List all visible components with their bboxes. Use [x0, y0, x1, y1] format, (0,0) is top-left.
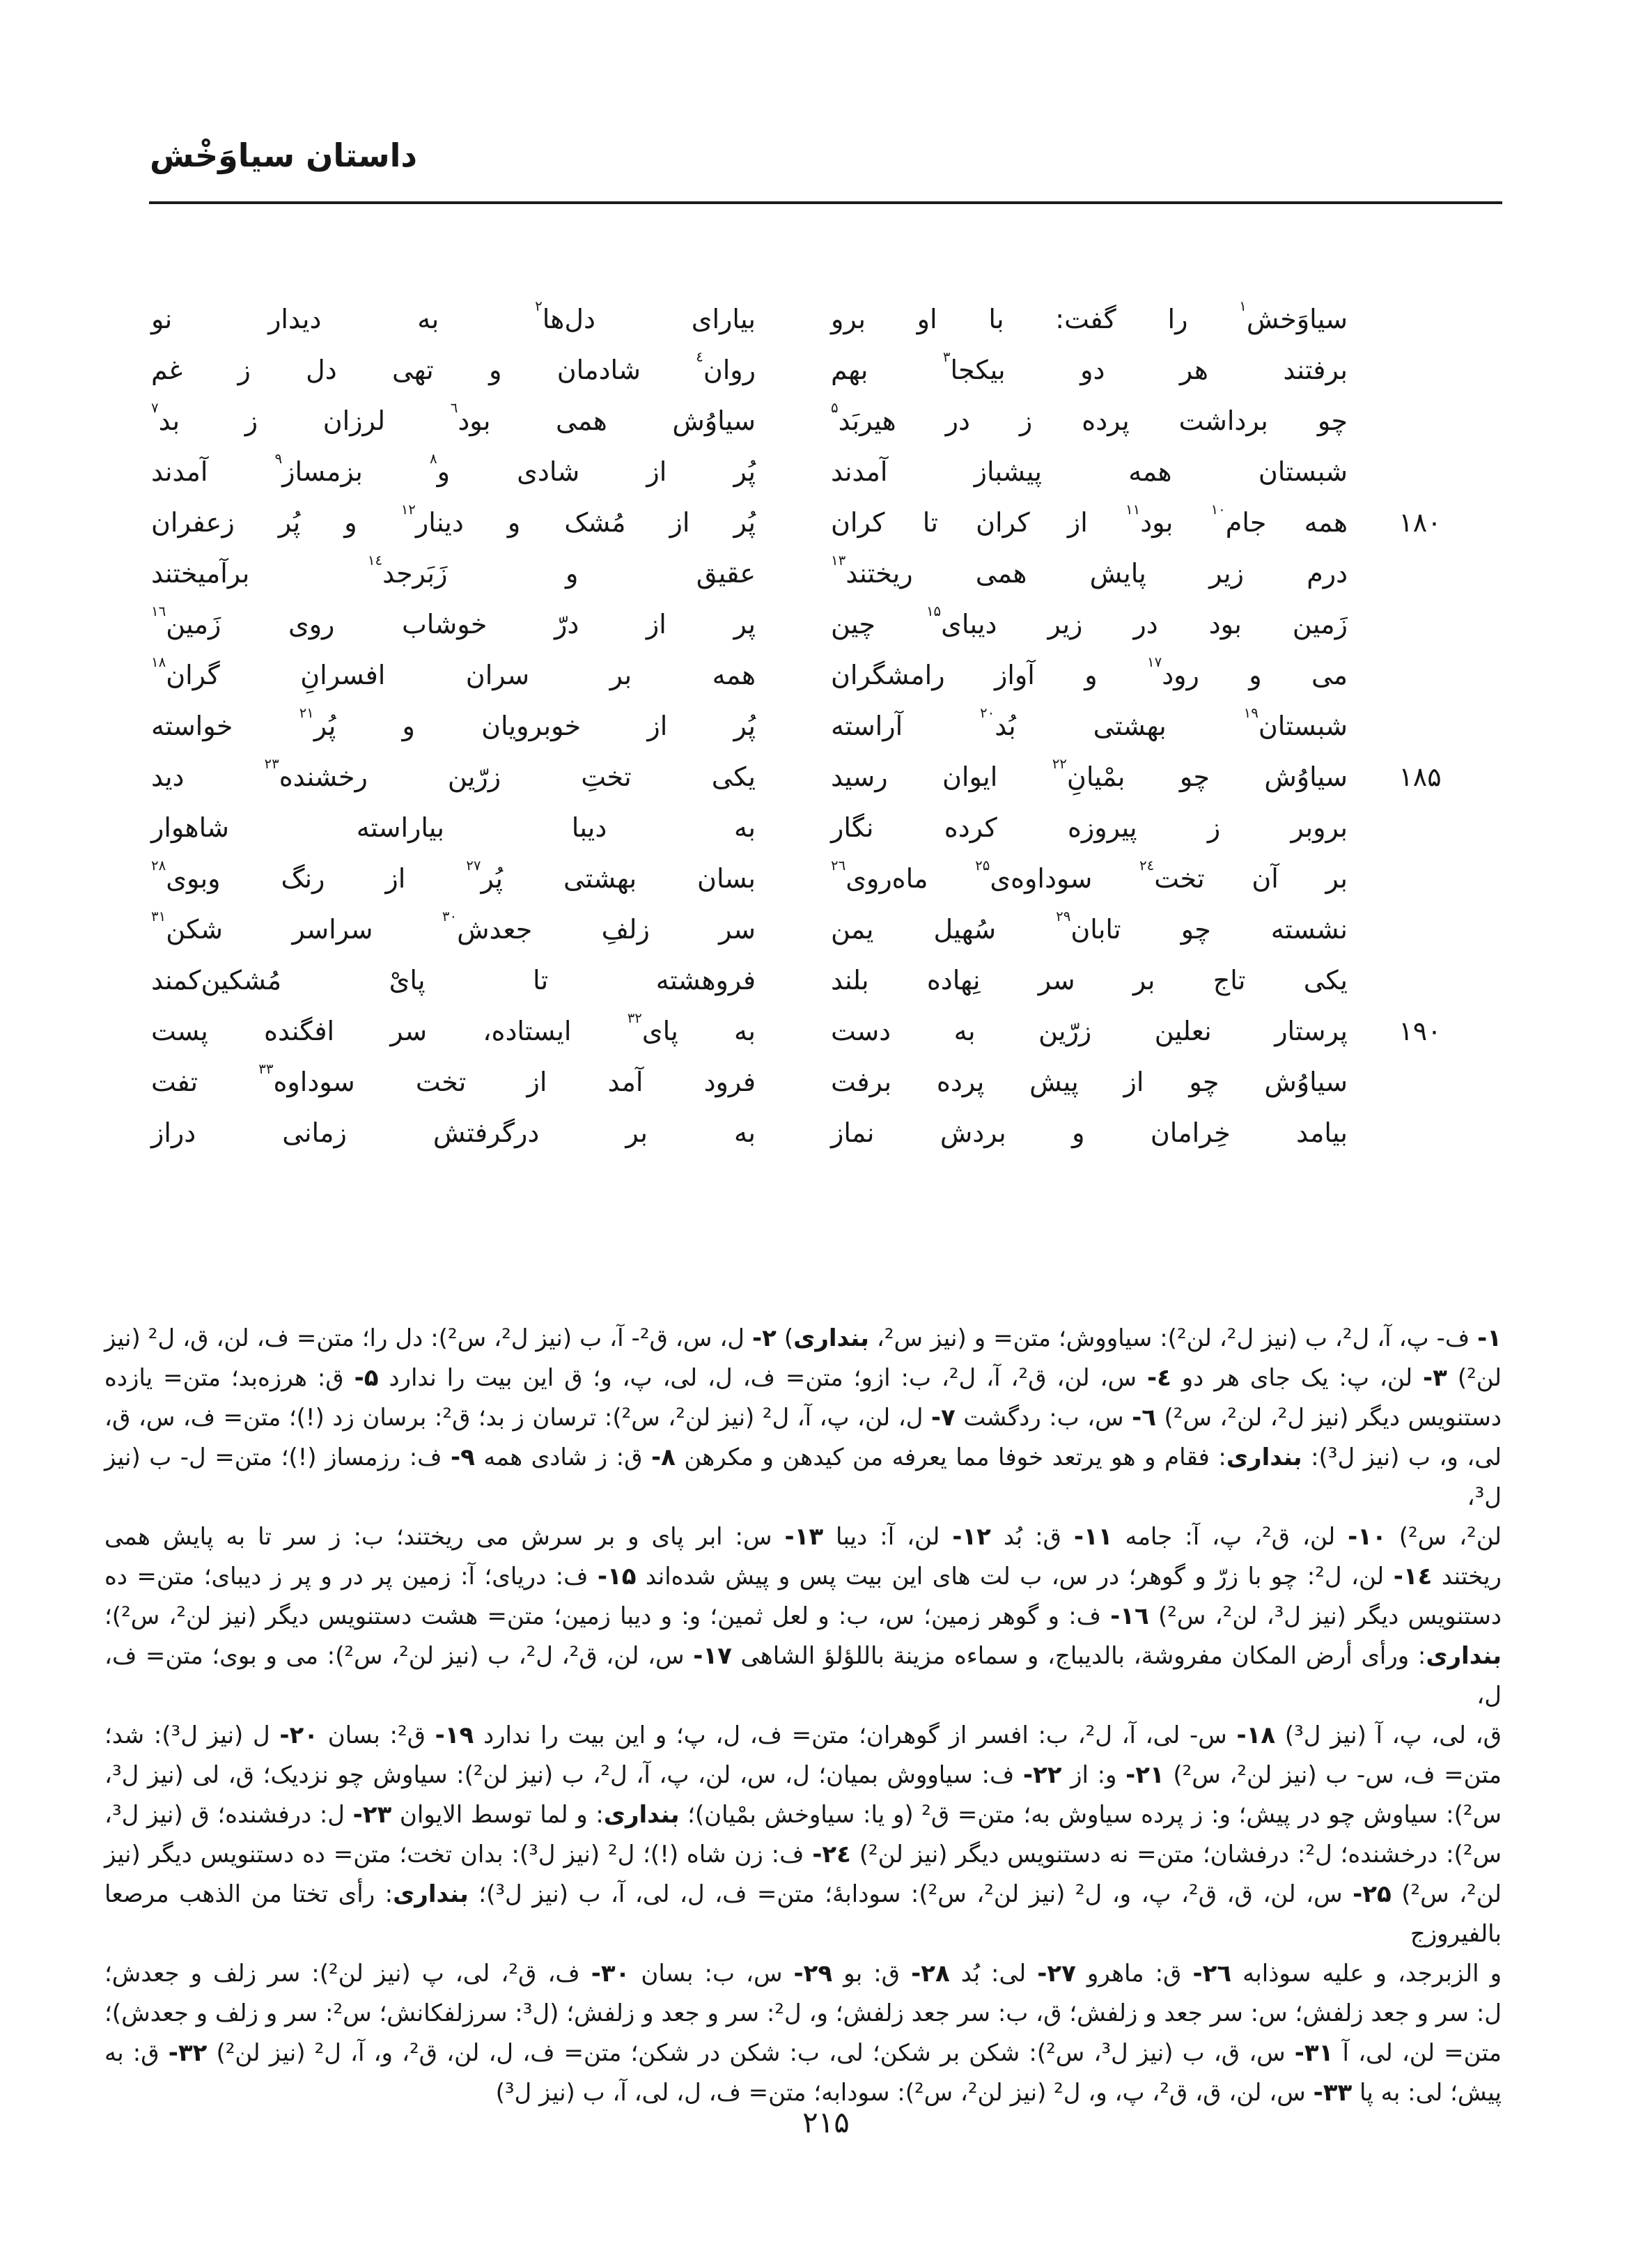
verse-number: ۱۸۰: [1398, 507, 1442, 538]
footnote-line: بنداری: ورأی أرض المکان مفروشة، بالدیباج، و سماءه مزینة باللؤلؤ الشاهی ۱۷- س، لن، ق²، ل²، ب (نیز لن²، س²): می و بوی؛ متن= ف، ل،: [104, 1642, 1502, 1710]
hemistich-left: به پای$^{۳۲}$ ایستاده، سر افگنده پست: [151, 1009, 756, 1046]
hemistich-right: درم زیر پایش همی ریختند$^{۱۳}$: [831, 552, 1348, 589]
verse-row: [0, 1006, 1652, 1057]
verse-row: [0, 294, 1652, 345]
hemistich-right: نشسته چو تابان$^{۲۹}$ سُهیل یمن: [831, 908, 1348, 945]
verse-row: [0, 904, 1652, 955]
footnote-line: ق، لی، پ، آ (نیز ل³) ۱۸- س- لی، آ، ل²، ب: افسر از گوهران؛ متن= ف، ل، پ؛ و این بیت را ندارد ۱۹- ق²: بسان ۲۰- ل (نیز ل³): شد؛: [104, 1721, 1502, 1749]
hemistich-left: روان$^٤$ شادمان و تهی دل ز غم: [151, 348, 756, 385]
footnote-line: دستنویس دیگر (نیز ل²، لن²، س²) ٦- س، ب: ردگشت ۷- ل، لن، پ، آ، ل² (نیز لن²، س²): ترسان ز بد؛ ق²: برسان زد (!)؛ متن= ف، س، ق،: [104, 1404, 1502, 1432]
hemistich-left: سیاوُش همی بود$^٦$ لرزان ز بد$^۷$: [151, 399, 756, 436]
footnote-line: س²): سیاوش چو در پیش؛ و: ز پرده سیاوش به؛ متن= ق² (و یا: سیاوخش بمْیان)؛ بنداری: و لما توسط الایوان ۲۳- ل: درفشنده؛ ق (نیز ل³،: [104, 1801, 1502, 1829]
verse-row: [0, 803, 1652, 853]
hemistich-right: شبستان همه پیشباز آمدند: [831, 456, 1348, 487]
hemistich-right: چو برداشت پرده ز در هیربَد$^۵$: [831, 399, 1348, 436]
hemistich-right: همه جام$^{۱۰}$ بود$^{۱۱}$ از کران تا کران: [831, 501, 1348, 538]
page-title: داستان سیاوَخْش: [150, 137, 417, 174]
hemistich-left: به دیبا بیاراسته شاهوار: [151, 812, 756, 843]
hemistich-left: بسان بهشتی پُر$^{۲۷}$ از رنگ وبوی$^{۲۸}$: [151, 857, 756, 894]
hemistich-left: پُر از شادی و$^۸$ بزمساز$^۹$ آمدند: [151, 450, 756, 487]
hemistich-right: یکی تاج بر سر نِهاده بلند: [831, 965, 1348, 996]
hemistich-left: به بر درگرفتش زمانی دراز: [151, 1117, 756, 1148]
hemistich-left: همه بر سران افسرانِ گران$^{۱۸}$: [151, 653, 756, 690]
footnote-line: لن²، س²) ۱۰- لن، ق²، پ، آ: جامه ۱۱- ق: بُد ۱۲- لن، آ: دیبا ۱۳- س: ابر پای و بر سرش می ریختند؛ ب: ز سر تا به پایش همی: [104, 1523, 1502, 1551]
footnote-line: ل: سر و جعد زلفش؛ س: سر جعد و زلفش؛ ق، ب: سر جعد زلفش؛ و، ل²: سر و جعد و زلفش؛ (ل³: سرزلفکانش؛ س²: سر و زلف و جعدش)؛: [104, 1999, 1502, 2027]
hemistich-right: می و رود$^{۱۷}$ و آواز رامشگران: [831, 653, 1348, 690]
verse-row: [0, 447, 1652, 497]
verse-number: ۱۸۵: [1398, 761, 1442, 792]
footnote-line: ریختند ۱٤- لن، ل²: چو با زرّ و گوهر؛ در س، ب لت های این بیت پس و پیش شده‌اند ۱۵- ف: دریای؛ آ: زمین پر در و پر ز دیبای؛ متن= ده: [104, 1563, 1502, 1590]
hemistich-right: بروبر ز پیروزه کرده نگار: [831, 812, 1348, 843]
footnote-line: لن²، س²) ۲۵- س، لن، ق، ق²، پ، و، ل² (نیز لن²، س²): سودابۀ؛ متن= ف، ل، لی، آ، ب (نیز ل³)؛ بنداری: رأی تختا من الذهب مرصعا بالفیروزج: [104, 1880, 1502, 1948]
hemistich-right: برفتند هر دو بیکجا$^۳$ بهم: [831, 348, 1348, 385]
header-rule: [149, 201, 1502, 204]
footnote-line: س²): درخشنده؛ ل²: درفشان؛ متن= نه دستنویس دیگر (نیز لن²) ۲٤- ف: زن شاه (!)؛ ل² (نیز ل³): بدان تخت؛ متن= ده دستنویس دیگر (نیز: [104, 1841, 1502, 1868]
hemistich-left: پُر از خوبرویان و پُر$^{۲۱}$ خواسته: [151, 704, 756, 741]
verse-row: [0, 1057, 1652, 1108]
verse-row: [0, 599, 1652, 650]
verse-row: [0, 1108, 1652, 1159]
page-number: ۲۱۵: [802, 2105, 850, 2139]
footnote-line: لن²) ۳- لن، پ: یک جای هر دو ٤- س، لن، ق²، آ، ل²، ب: ازو؛ متن= ف، ل، لی، پ، و؛ ق این بیت را ندارد ۵- ق: هرزه‌بد؛ متن= یازده: [104, 1364, 1502, 1392]
hemistich-right: زَمین بود در زیر دیبای$^{۱۵}$ چین: [831, 603, 1348, 640]
hemistich-right: بر آن تخت$^{۲٤}$ سوداوه‌ی$^{۲۵}$ ماه‌روی$^{۲٦}$: [831, 857, 1348, 894]
hemistich-left: فرود آمد از تخت سوداوه$^{۳۳}$ تفت: [151, 1060, 756, 1097]
verse-number: ۱۹۰: [1398, 1016, 1442, 1046]
verse-row: [0, 955, 1652, 1006]
hemistich-right: سیاوُش چو بمْیانِ$^{۲۲}$ ایوان رسید: [831, 755, 1348, 792]
hemistich-right: شبستان$^{۱۹}$ بهشتی بُد$^{۲۰}$ آراسته: [831, 704, 1348, 741]
hemistich-left: پُر از مُشک و دینار$^{۱۲}$ و پُر زعفران: [151, 501, 756, 538]
footnote-line: پیش؛ لی: به پا ۳۳- س، لن، ق، ق²، پ، و، ل² (نیز لن²، س²): سودابه؛ متن= ف، ل، لی، آ، ب (نیز ل³): [495, 2079, 1502, 2107]
hemistich-left: عقیق و زَبَرجد$^{۱٤}$ برآمیختند: [151, 552, 756, 589]
verse-row: [0, 701, 1652, 752]
hemistich-right: سیاوَخش$^۱$ را گفت: با او برو: [831, 297, 1348, 334]
verse-row: [0, 345, 1652, 396]
verse-row: [0, 548, 1652, 599]
verse-row: [0, 650, 1652, 701]
verse-row: [0, 853, 1652, 904]
hemistich-left: فروهشته تا پایْ مُشکین‌کمند: [151, 965, 756, 996]
poem-columns: [0, 294, 1652, 1159]
footnote-line: ۱- ف- پ، آ، ل²، ب (نیز ل²، لن²): سیاووش؛ متن= و (نیز س²، بنداری) ۲- ل، س، ق²- آ، ب (نیز ل²، س²): دل را؛ متن= ف، لن، ق، ل² (نیز: [104, 1324, 1502, 1352]
hemistich-right: پرستار نعلین زرّین به دست: [831, 1016, 1348, 1046]
hemistich-left: یکی تختِ زرّین رخشنده$^{۲۳}$ دید: [151, 755, 756, 792]
hemistich-left: بیارای دل‌ها$^۲$ به دیدار نو: [151, 297, 756, 334]
hemistich-right: سیاوُش چو از پیش پرده برفت: [831, 1067, 1348, 1097]
footnote-line: لی، و، ب (نیز ل³): بنداری: فقام و هو یرتعد خوفا مما یعرفه من کیدهن و مکرهن ۸- ق: ز شادی همه ۹- ف: رزمساز (!)؛ متن= ل- ب (نیز ل³،: [104, 1443, 1502, 1511]
critical-apparatus: [104, 1319, 1502, 2113]
hemistich-right: بیامد خِرامان و بردش نماز: [831, 1117, 1348, 1148]
verse-row: [0, 396, 1652, 447]
verse-row: [0, 752, 1652, 803]
footnote-line: متن= لن، لی، آ ۳۱- س، ق، ب (نیز ل³، س²): شکن بر شکن؛ لی، ب: شکن در شکن؛ متن= ف، ل، لن، ق²، و، آ، ل² (نیز لن²) ۳۲- ق: به: [104, 2039, 1502, 2067]
footnote-line: و الزبرجد، و علیه سوذابه ۲٦- ق: ماهرو ۲۷- لی: بُد ۲۸- ق: بو ۲۹- س، ب: بسان ۳۰- ف، ق²، لی، پ (نیز لن²): سر زلف و جعدش؛: [104, 1960, 1502, 1988]
footnote-line: متن= ف، س- ب (نیز لن²، س²) ۲۱- و: از ۲۲- ف: سیاووش بمیان؛ ل، س، لن، پ، آ، ل²، ب (نیز لن²): سیاوش چو نزدیک؛ ق، لی (نیز ل³،: [104, 1761, 1502, 1789]
hemistich-left: سر زلفِ جعدش$^{۳۰}$ سراسر شکن$^{۳۱}$: [151, 908, 756, 945]
footnote-line: دستنویس دیگر (نیز ل³، لن²، س²) ۱٦- ف: و گوهر زمین؛ س، ب: و لعل ثمین؛ و: و دیبا زمین؛ متن= هشت دستنویس دیگر (نیز لن²، س²)؛: [104, 1602, 1502, 1630]
verse-row: [0, 497, 1652, 548]
hemistich-left: پر از درّ خوشاب روی زَمین$^{۱٦}$: [151, 603, 756, 640]
